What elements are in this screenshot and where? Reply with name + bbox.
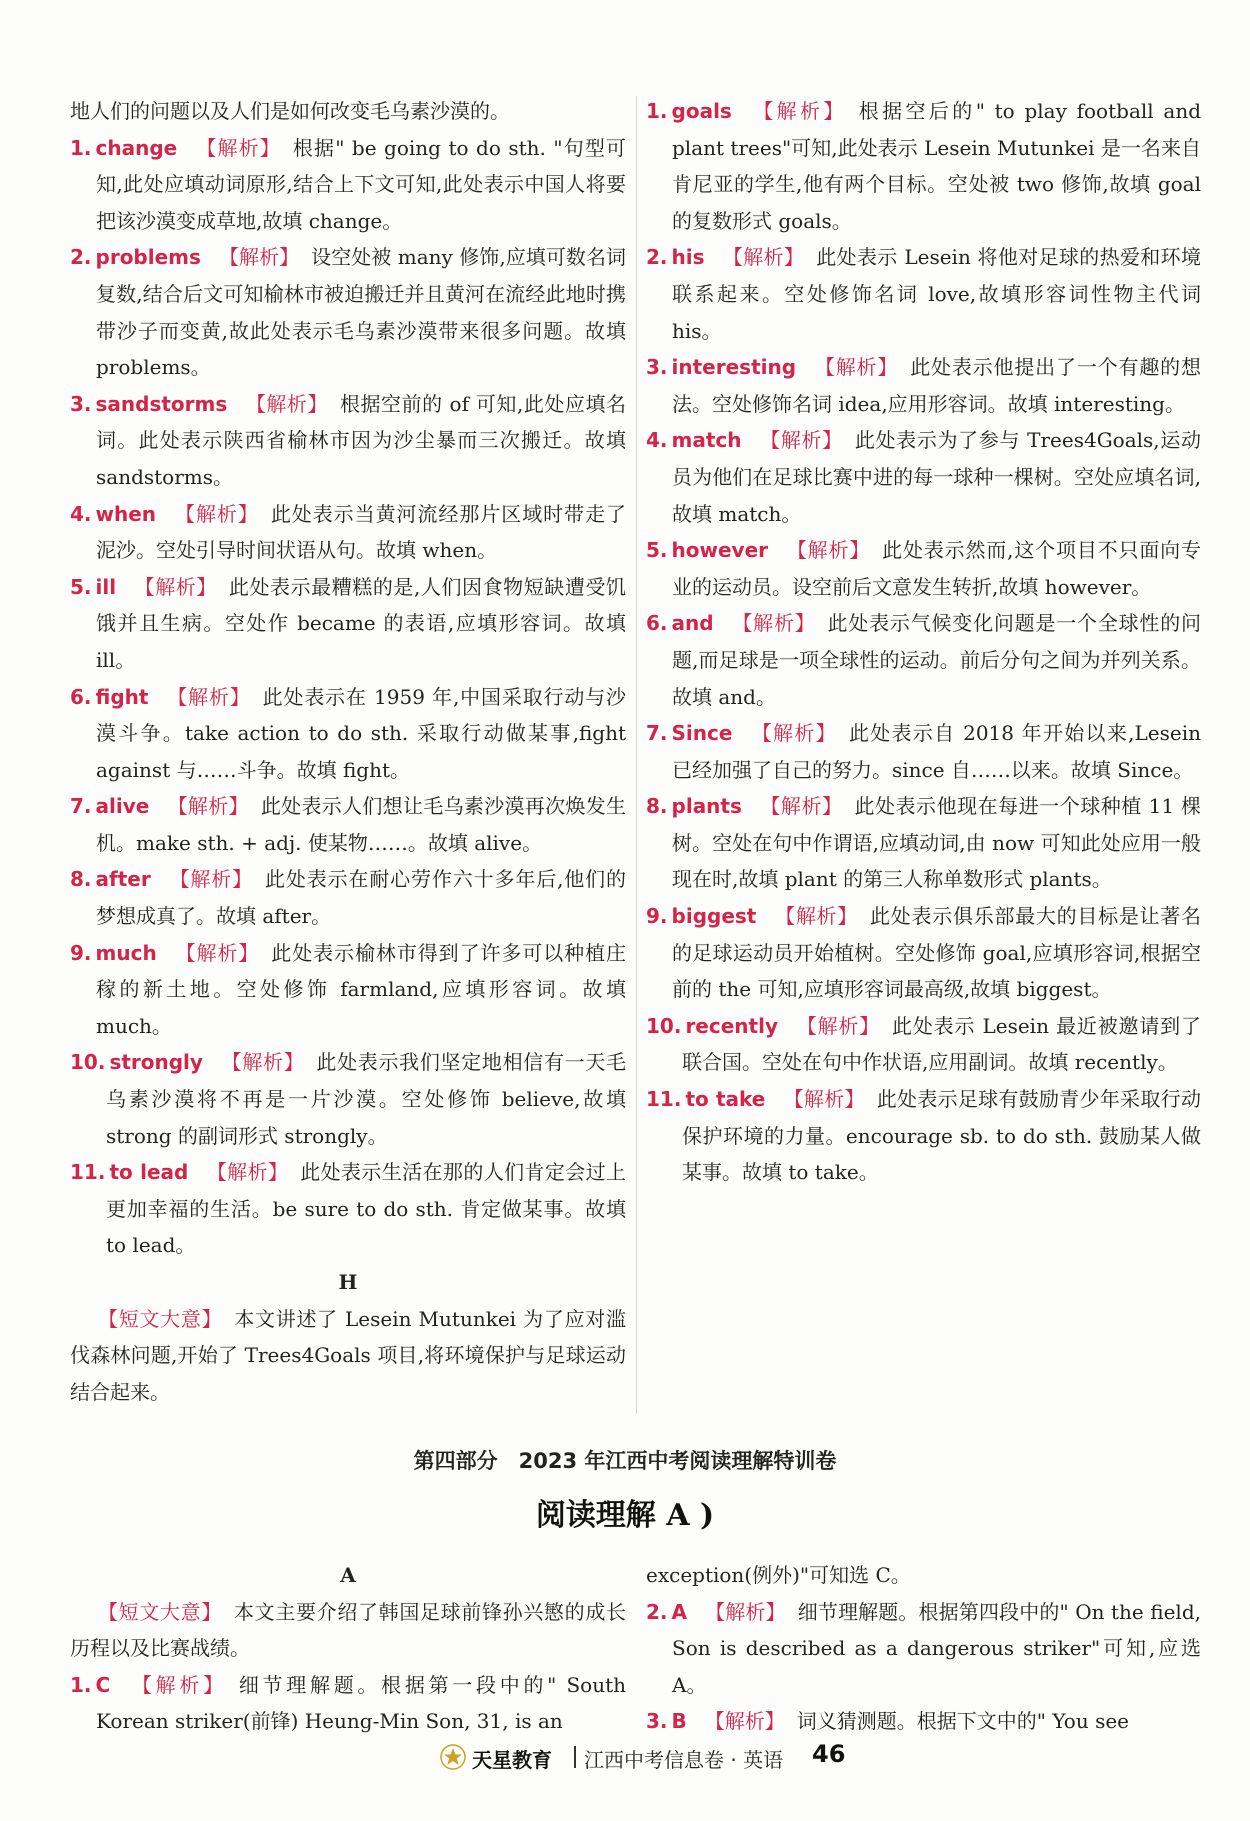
analysis-tag: 【解析】 [168, 867, 254, 892]
analysis-text: 此处表示他现在每进一个球种植 11 棵树。空处在句中作谓语,应填动词,由 now 可知此处应用一般现在时,故填 plant 的第三人称单数形式 plants。 [672, 794, 1201, 892]
item-answer: ill [95, 574, 117, 599]
analysis-tag: 【解析】 [814, 355, 899, 380]
answer-item [70, 130, 626, 240]
analysis-text: 此处表示人们想让毛乌素沙漠再次焕发生机。make sth. + adj. 使某物……。故填 alive。 [96, 794, 627, 855]
page-number: 46 [812, 1740, 846, 1768]
analysis-tag: 【解析】 [786, 538, 871, 563]
analysis-tag: 【解析】 [705, 1599, 786, 1624]
analysis-tag: 【解析】 [749, 99, 847, 123]
bottom-left-column [70, 1557, 626, 1740]
item-number: 2. [646, 1599, 668, 1624]
item-number: 4. [646, 428, 668, 453]
item-answer: recently [685, 1013, 778, 1038]
analysis-tag: 【解析】 [750, 721, 837, 746]
analysis-text: 此处表示 Lesein 最近被邀请到了联合国。空处在句中作状语,应用副词。故填 recently。 [682, 1013, 1201, 1075]
item-answer: alive [95, 794, 150, 819]
section-letter-a: A [340, 1563, 356, 1587]
section-letter-h: H [338, 1270, 358, 1294]
item-answer: to lead [109, 1160, 189, 1185]
analysis-tag: 【解析】 [759, 428, 843, 453]
passage-summary [70, 1301, 626, 1411]
analysis-text: 此处表示然而,这个项目不只面向专业的运动员。设空前后文意发生转折,故填 however。 [672, 538, 1202, 599]
analysis-tag: 【解析】 [704, 1709, 785, 1734]
analysis-tag: 【解析】 [206, 1160, 289, 1185]
analysis-tag: 【解析】 [134, 574, 217, 599]
answer-item [646, 898, 1201, 1008]
summary-text: 本文讲述了 Lesein Mutunkei 为了应对滥伐森林问题,开始了 Trees4Goals 项目,将环境保护与足球运动结合起来。 [70, 1306, 627, 1404]
left-answer-list [70, 130, 626, 1264]
item-number: 11. [70, 1160, 106, 1185]
analysis-text: 根据空前的 of 可知,此处应填名词。此处表示陕西省榆林市因为沙尘暴而三次搬迁。故填 sandstorms。 [96, 391, 627, 489]
analysis-text: 此处表示生活在那的人们肯定会过上更加幸福的生活。be sure to do sth. 肯定做某事。故填 to lead。 [106, 1160, 627, 1258]
analysis-text: 此处表示我们坚定地相信有一天毛乌素沙漠将不再是一片沙漠。空处修饰 believe,故填 strong 的副词形式 strongly。 [106, 1050, 627, 1148]
analysis-tag: 【解析】 [128, 1672, 227, 1697]
answer-item [70, 239, 626, 385]
section-title: 阅读理解 A ) [535, 1498, 715, 1533]
summary-tag: 【短文大意】 [98, 1599, 222, 1624]
right-column [646, 93, 1201, 1191]
analysis-text: 设空处被 many 修饰,应填可数名词复数,结合后文可知榆林市被迫搬迁并且黄河在流经此地时携带沙子而变黄,故此处表示毛乌素沙漠带来很多问题。故填 problems。 [96, 245, 627, 380]
bottom-right-column [646, 1557, 1201, 1740]
item-answer: C [95, 1672, 111, 1697]
answer-item [646, 1703, 1201, 1740]
item-number: 8. [70, 867, 92, 892]
analysis-tag: 【解析】 [759, 794, 843, 819]
answer-item [646, 715, 1201, 788]
analysis-tag: 【解析】 [245, 391, 328, 416]
part-heading: 第四部分 2023 年江西中考阅读理解特训卷 [413, 1449, 837, 1473]
answer-item [70, 496, 626, 569]
item-number: 9. [70, 940, 92, 965]
item-number: 10. [70, 1050, 106, 1075]
answer-item [646, 239, 1201, 349]
item-number: 2. [70, 245, 92, 270]
item-answer: change [95, 135, 178, 160]
item-number: 10. [646, 1013, 682, 1038]
item-answer: Since [671, 721, 733, 746]
item-number: 3. [646, 1709, 668, 1734]
item-number: 1. [646, 99, 668, 123]
analysis-text: 此处表示最糟糕的是,人们因食物短缺遭受饥饿并且生病。空处作 became 的表语,应填形容词。故填 ill。 [96, 574, 627, 672]
analysis-tag: 【解析】 [722, 245, 805, 270]
analysis-text: 根据" be going to do sth. "句型可知,此处应填动词原形,结合上下文可知,此处表示中国人将要把该沙漠变成草地,故填 change。 [96, 135, 626, 233]
item-answer: problems [95, 245, 201, 270]
item-answer: plants [671, 794, 742, 819]
item-answer: interesting [671, 355, 797, 380]
analysis-tag: 【解析】 [174, 940, 260, 965]
analysis-tag: 【解析】 [166, 684, 251, 709]
item-number: 4. [70, 501, 92, 526]
analysis-tag: 【解析】 [218, 245, 300, 270]
item-answer: and [671, 611, 714, 636]
answer-item [646, 1081, 1201, 1191]
summary-text: 本文主要介绍了韩国足球前锋孙兴慜的成长历程以及比赛战绩。 [70, 1599, 626, 1661]
analysis-text: 根据空后的" to play football and plant trees"可知,此处表示 Lesein Mutunkei 是一名来自肯尼亚的学生,他有两个目标。空处被 two 修饰,故填 goal 的复数形式 goals。 [672, 99, 1202, 233]
intro-line: 地人们的问题以及人们是如何改变毛乌素沙漠的。 [70, 99, 510, 123]
column-divider [636, 96, 637, 1414]
answer-item [646, 93, 1201, 239]
analysis-text: 细节理解题。根据第四段中的" On the field, Son is described as a dangerous striker"可知,应选 A。 [672, 1599, 1201, 1697]
item-number: 3. [70, 391, 92, 416]
answer-item [70, 1044, 626, 1154]
answer-item [70, 1667, 626, 1740]
item-number: 9. [646, 904, 668, 929]
analysis-text: 此处表示为了参与 Trees4Goals,运动员为他们在足球比赛中进的每一球种一棵树。空处应填名词,故填 match。 [672, 428, 1201, 526]
summary-tag: 【短文大意】 [98, 1306, 223, 1331]
item-answer: sandstorms [95, 391, 228, 416]
answer-item [70, 1154, 626, 1264]
star-logo-icon [440, 1744, 466, 1770]
brand-name: 天星教育 [472, 1748, 552, 1772]
item-number: 7. [70, 794, 92, 819]
item-number: 1. [70, 1672, 92, 1697]
analysis-text: 此处表示 Lesein 将他对足球的热爱和环境联系起来。空处修饰名词 love,故填形容词性物主代词 his。 [672, 245, 1201, 343]
page-footer [0, 1738, 1250, 1778]
item-answer: strongly [109, 1050, 203, 1075]
analysis-tag: 【解析】 [795, 1013, 881, 1038]
item-answer: biggest [671, 904, 757, 929]
continuation-line: exception(例外)"可知选 C。 [646, 1563, 911, 1587]
analysis-text: 此处表示自 2018 年开始以来,Lesein 已经加强了自己的努力。since 自……以来。故填 Since。 [672, 721, 1201, 782]
footer-separator [574, 1746, 576, 1768]
item-number: 2. [646, 245, 668, 270]
analysis-text: 细节理解题。根据第一段中的" South Korean striker(前锋) Heung-Min Son, 31, is an [96, 1672, 626, 1734]
item-number: 8. [646, 794, 668, 819]
analysis-tag: 【解析】 [167, 794, 249, 819]
answer-item [70, 788, 626, 861]
item-answer: fight [95, 684, 149, 709]
item-number: 6. [646, 611, 668, 636]
analysis-tag: 【解析】 [731, 611, 816, 636]
analysis-tag: 【解析】 [174, 501, 259, 526]
item-answer: to take [685, 1087, 766, 1112]
answer-item [70, 861, 626, 934]
answer-item [70, 386, 626, 496]
analysis-text: 词义猜测题。根据下文中的" You see [796, 1709, 1130, 1734]
item-answer: B [671, 1709, 687, 1734]
book-title: 江西中考信息卷 · 英语 [584, 1748, 784, 1772]
answer-item [646, 1594, 1201, 1704]
analysis-text: 此处表示在 1959 年,中国采取行动与沙漠斗争。take action to do sth. 采取行动做某事,fight against 与……斗争。故填 fight。 [96, 684, 626, 782]
analysis-text: 此处表示当黄河流经那片区域时带走了泥沙。空处引导时间状语从句。故填 when。 [96, 501, 627, 563]
item-number: 7. [646, 721, 668, 746]
item-answer: match [671, 428, 742, 453]
item-number: 1. [70, 135, 92, 160]
left-column [70, 93, 626, 1410]
item-number: 6. [70, 684, 92, 709]
answer-item [646, 532, 1201, 605]
item-answer: when [95, 501, 157, 526]
answer-item [70, 935, 626, 1045]
analysis-text: 此处表示在耐心劳作六十多年后,他们的梦想成真了。故填 after。 [96, 867, 627, 929]
analysis-tag: 【解析】 [783, 1087, 865, 1112]
analysis-text: 此处表示气候变化问题是一个全球性的问题,而足球是一项全球性的运动。前后分句之间为并列关系。故填 and。 [672, 611, 1202, 709]
answer-item [646, 1008, 1201, 1081]
analysis-tag: 【解析】 [195, 135, 281, 160]
item-answer: much [95, 940, 157, 965]
item-answer: A [671, 1599, 687, 1624]
analysis-text: 此处表示他提出了一个有趣的想法。空处修饰名词 idea,应用形容词。故填 interesting。 [672, 355, 1202, 416]
answer-item [646, 788, 1201, 898]
item-number: 11. [646, 1087, 682, 1112]
analysis-tag: 【解析】 [774, 904, 859, 929]
answer-item [70, 679, 626, 789]
answer-item [646, 349, 1201, 422]
analysis-text: 此处表示榆林市得到了许多可以种植庄稼的新土地。空处修饰 farmland,应填形容词。故填 much。 [96, 940, 627, 1038]
item-answer: after [95, 867, 151, 892]
item-answer: goals [671, 99, 732, 123]
answer-item [70, 569, 626, 679]
item-number: 3. [646, 355, 668, 380]
analysis-text: 此处表示俱乐部最大的目标是让著名的足球运动员开始植树。空处修饰 goal,应填形容词,根据空前的 the 可知,应填形容词最高级,故填 biggest。 [672, 904, 1202, 1002]
item-number: 5. [70, 574, 92, 599]
answer-item [646, 422, 1201, 532]
answer-item [646, 605, 1201, 715]
analysis-tag: 【解析】 [220, 1050, 305, 1075]
item-number: 5. [646, 538, 668, 563]
item-answer: his [671, 245, 705, 270]
analysis-text: 此处表示足球有鼓励青少年采取行动保护环境的力量。encourage sb. to do sth. 鼓励某人做某事。故填 to take。 [682, 1087, 1201, 1185]
passage-summary [70, 1594, 626, 1667]
item-answer: however [671, 538, 768, 563]
